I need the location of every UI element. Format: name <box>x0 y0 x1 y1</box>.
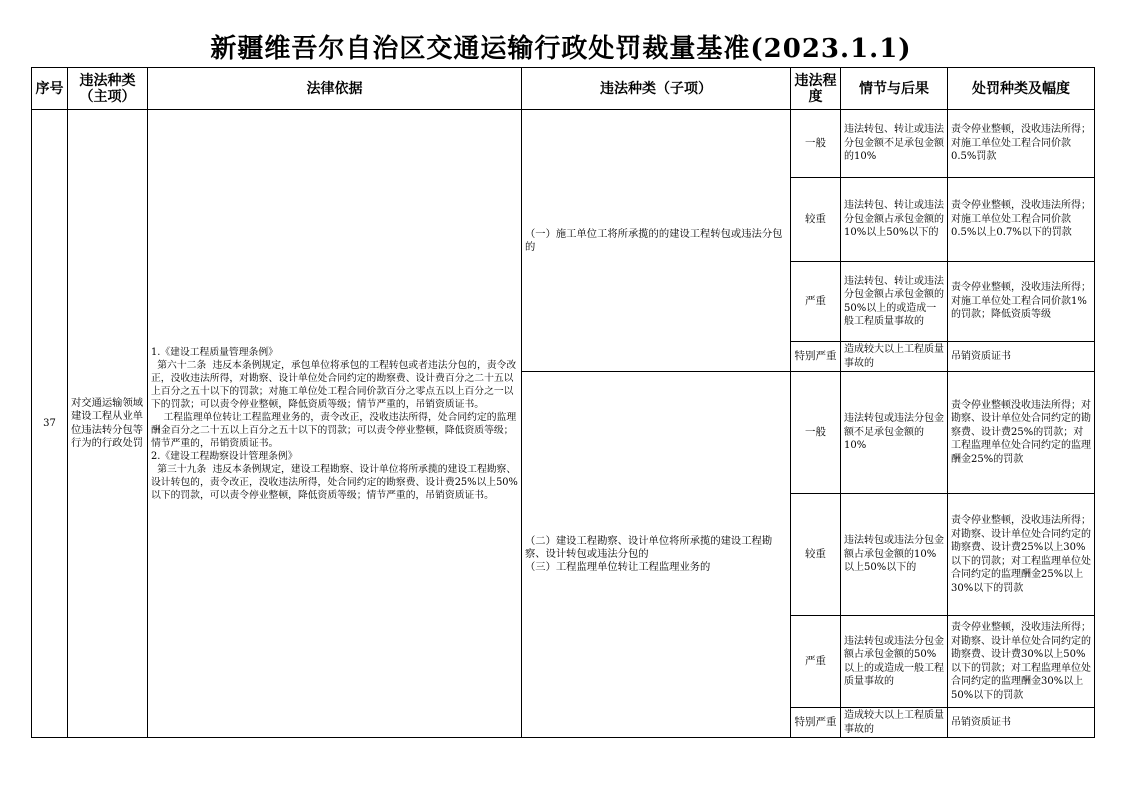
page-title: 新疆维吾尔自治区交通运输行政处罚裁量基准(2023.1.1) <box>210 34 912 64</box>
circumstances-cell: 违法转包或违法分包金额占承包金额的50%以上的或造成一般工程质量事故的 <box>841 616 948 708</box>
penalty-cell: 吊销资质证书 <box>948 708 1095 738</box>
header-row <box>32 68 1095 110</box>
legal-basis-cell: 1.《建设工程质量管理条例》 第六十二条 违反本条例规定，承包单位将承包的工程转包或者违法分包的，责令改正，没收违法所得，对勘察、设计单位处合同约定的勘察费、设计费百分之二十五以上百分之五十以下的罚款；对施工单位处工程合同价款百分之零点五以上百分之一以下的罚款；可以责令停业整顿，降低资质等级；情节严重的，吊销资质证书。 工程监理单位转让工程监理业务的，责令改正，没收违法所得，处合同约定的监理酬金百分之二十五以上百分之五十以下的罚款；可以责令停业整顿，降低资质等级；情节严重的，吊销资质证书。 2.《建设工程勘察设计管理条例》 第三十九条 违反本条例规定，建设工程勘察、设计单位将所承揽的建设工程勘察、设计转包的，责令改正，没收违法所得，处合同约定的勘察费、设计费25%以上50%以下的罚款，可以责令停业整顿，降低资质等级；情节严重的，吊销资质证书。 <box>148 110 522 738</box>
circumstances-cell: 造成较大以上工程质量事故的 <box>841 708 948 738</box>
header-sub-type: 违法种类（子项） <box>522 68 791 110</box>
degree-cell: 严重 <box>791 616 841 708</box>
degree-cell: 一般 <box>791 372 841 494</box>
degree-cell: 严重 <box>791 262 841 342</box>
header-degree: 违法程度 <box>791 68 841 110</box>
degree-cell: 较重 <box>791 178 841 262</box>
header-main-type: 违法种类（主项） <box>68 68 148 110</box>
penalty-cell: 责令停业整顿，没收违法所得；对勘察、设计单位处合同约定的勘察费、设计费25%以上30%以下的罚款；对工程监理单位处合同约定的监理酬金25%以上30%以下的罚款 <box>948 494 1095 616</box>
header-seq: 序号 <box>32 68 68 110</box>
penalty-cell: 责令停业整顿，没收违法所得；对施工单位处工程合同价款0.5%以上0.7%以下的罚款 <box>948 178 1095 262</box>
circumstances-cell: 违法转包或违法分包金额不足承包金额的10% <box>841 372 948 494</box>
circumstances-cell: 违法转包或违法分包金额占承包金额的10%以上50%以下的 <box>841 494 948 616</box>
seq-cell: 37 <box>32 110 68 738</box>
sub-type-cell-1: （一）施工单位工将所承揽的的建设工程转包或违法分包的 <box>522 110 791 372</box>
penalty-cell: 吊销资质证书 <box>948 342 1095 372</box>
penalty-text: 责令停业整顿，没收违法所得；对勘察、设计单位处合同约定的勘察费、设计费30%以上50%以下的罚款；对工程监理单位处合同约定的监理酬金30%以上50%以下的罚款 <box>951 622 1091 701</box>
circumstances-cell: 造成较大以上工程质量事故的 <box>841 342 948 372</box>
header-circumstances: 情节与后果 <box>841 68 948 110</box>
penalty-cell: 责令停业整顿，没收违法所得；对施工单位处工程合同价款1%的罚款；降低资质等级 <box>948 262 1095 342</box>
degree-cell: 较重 <box>791 494 841 616</box>
header-penalty: 处罚种类及幅度 <box>948 68 1095 110</box>
circumstances-cell: 违法转包、转让或违法分包金额占承包金额的50%以上的或造成一般工程质量事故的 <box>841 262 948 342</box>
penalty-cell: 责令停业整顿没收违法所得；对勘察、设计单位处合同约定的勘察费、设计费25%的罚款；对工程监理单位处合同约定的监理酬金25%的罚款 <box>948 372 1095 494</box>
penalty-table <box>31 67 1095 738</box>
circumstances-cell: 违法转包、转让或违法分包金额不足承包金额的10% <box>841 110 948 178</box>
table-row <box>32 110 1095 178</box>
header-legal-basis: 法律依据 <box>148 68 522 110</box>
penalty-cell: 责令停业整顿，没收违法所得；对施工单位处工程合同价款0.5%罚款 <box>948 110 1095 178</box>
degree-cell: 特别严重 <box>791 342 841 372</box>
degree-cell: 特别严重 <box>791 708 841 738</box>
main-type-cell: 对交通运输领域建设工程从业单位违法转分包等行为的行政处罚 <box>68 110 148 738</box>
penalty-cell <box>948 616 1095 708</box>
degree-cell: 一般 <box>791 110 841 178</box>
sub-type-cell-2: （二）建设工程勘察、设计单位将所承揽的建设工程勘察、设计转包或违法分包的 （三）工程监理单位转让工程监理业务的 <box>522 372 791 738</box>
circumstances-cell: 违法转包、转让或违法分包金额占承包金额的10%以上50%以下的 <box>841 178 948 262</box>
